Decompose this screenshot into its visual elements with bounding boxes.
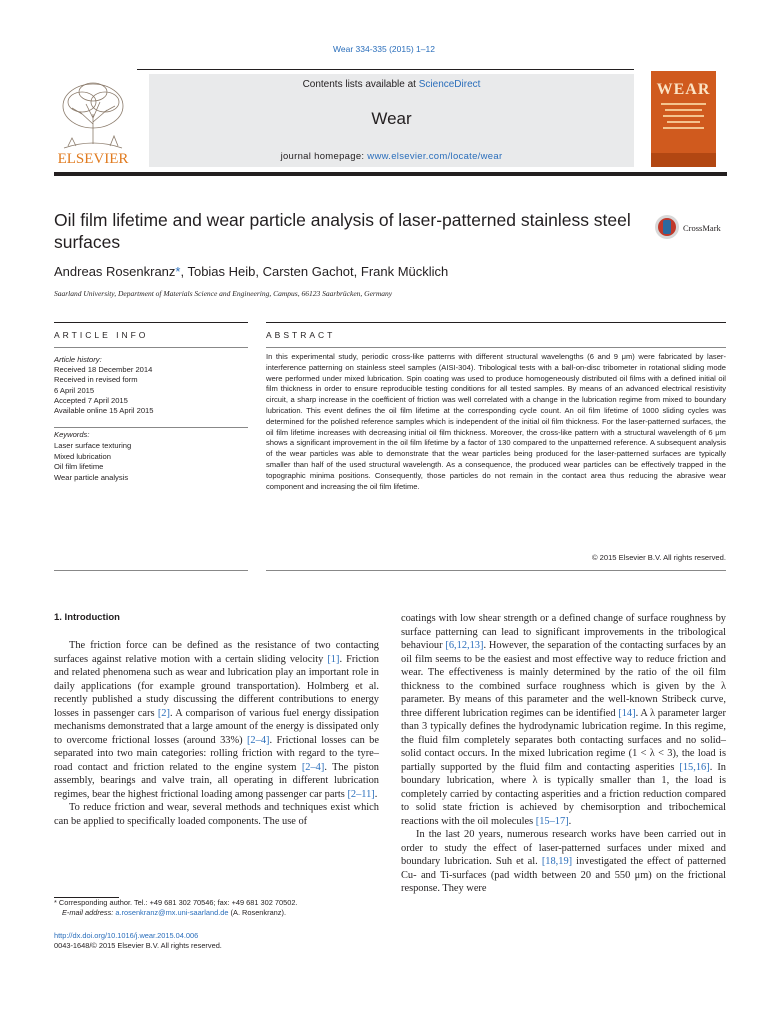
history-item: 6 April 2015 [54, 385, 95, 395]
author-name: Andreas Rosenkranz [54, 264, 176, 279]
journal-cover [651, 71, 716, 167]
elsevier-logo [52, 74, 134, 166]
keyword-item: Wear particle analysis [54, 473, 129, 483]
journal-homepage-link[interactable]: www.elsevier.com/locate/wear [367, 151, 503, 162]
paragraph-text: coatings with low shear strength or a defined change of surface roughness by surface patterning can lead to significant improvements in the tribological behaviour [401, 613, 726, 651]
author-affiliation: Saarland University, Department of Materials Science and Engineering, Campus, 66123 Saarbrücken, Germany [54, 289, 393, 298]
corresponding-author-mark[interactable]: * [175, 264, 181, 279]
info-top-rule [54, 322, 248, 323]
reference-link[interactable]: [2] [157, 707, 170, 719]
reference-link[interactable]: [1] [327, 653, 340, 665]
issn-line: 0043-1648/© 2015 Elsevier B.V. All rights reserved. [54, 941, 222, 951]
cover-title: WEAR [656, 81, 711, 98]
author-names: , Tobias Heib, Carsten Gachot, Frank Mücklich [180, 264, 449, 279]
article-history [54, 355, 249, 416]
paragraph-text: . However, the separation of the contacting surfaces by an oil film seems to be the easiest and most effective way to reduce friction and wear. The effectiveness is mainly determined by the ratio of the oil film thickness to the combined surface roughness which is given by the λ parameter. By means of this parameter and the well-known Stribeck curve, three different lubrication regimes can be identified [401, 640, 726, 719]
reference-link[interactable]: [6,12,13] [445, 640, 484, 651]
paragraph [401, 828, 726, 896]
body-column-left [54, 639, 379, 828]
corresponding-author-note: * Corresponding author. Tel.: +49 681 302 70546; fax: +49 681 302 70502. [54, 898, 298, 907]
reference-link[interactable]: [2–4] [246, 734, 270, 746]
paragraph-text: . [374, 788, 378, 800]
abstract-text: In this experimental study, periodic cross-like patterns with different structural wavelengths (6 and 9 μm) were fabricated by laser-interference patterning on stainless steel samples (AISI-304). Tribological tests with a ball-on-disc tribometer in rotational sliding mode were performed under mixed lubrication. Spin coating was used to produce homogeneously distributed oil films with a defined initial oil film thickness in order to ensure reproducible testing conditions for all tested samples. By means of an advanced electrical resistivity circuit, a sharp increase in the coefficient of friction was well correlated with a change in the lubrication regime from mixed to boundary lubrication. This event defines the oil film lifetime at the corresponding cycle count. An oil film lifetime of 1000 sliding cycles was determined for the polished reference samples which is independent of the initial oil film thickness. For the laser-patterned surfaces, the oil film lifetime increases with decreasing initial oil film thickness. Moreover, the cross-like pattern with a structural wavelength of 6 μm shows a significant improvement in the oil film lifetime by a factor of 130 compared to the unpatterned reference. A subsequent analysis of the wear particles was able to demonstrate that the wear particles being produced for the laser-patterned surfaces are typically smaller than half of the used structural wavelength. As a consequence, the produced wear particles can be effectively trapped in the topographic minima positions. Consequently, those particles do not remain in the contact area thus reducing the abrasive wear component and increasing the oil film lifetime. [266, 352, 726, 491]
email-note: E-mail address: a.rosenkranz@mx.uni-saarland.de (A. Rosenkranz). [62, 908, 287, 918]
journal-citation[interactable]: Wear 334-335 (2015) 1–12 [333, 44, 435, 54]
abstract-top-rule [266, 322, 726, 323]
journal-banner [149, 74, 634, 167]
crossmark-icon [655, 215, 679, 239]
header-thick-rule [54, 172, 727, 176]
keyword-item: Oil film lifetime [54, 462, 104, 472]
abstract-bottom-rule [266, 570, 726, 571]
journal-homepage: journal homepage: www.elsevier.com/locate/wear [280, 151, 503, 162]
paragraph [54, 639, 379, 801]
journal-title: Wear [371, 109, 412, 128]
crossmark-badge[interactable] [655, 213, 735, 241]
reference-link[interactable]: [15–17] [535, 815, 569, 827]
history-label: Article history: [54, 355, 102, 364]
paragraph-text: . The piston assembly, bearings and valve train, all operating in different lubrication regimes, bear the highest frictional loading among passenger car parts [54, 761, 379, 800]
paragraph-text: . In boundary lubrication, where λ is typically smaller than 1, the load is completely carried by contacting asperities and a friction reduction compared to solid state friction is achieved by chemisorption and tribochemical reactions with the oil molecules [401, 761, 726, 827]
paragraph-text: . [568, 815, 572, 827]
reference-link[interactable]: [18,19] [541, 856, 573, 867]
reference-link[interactable]: [2–4] [301, 761, 325, 773]
footnote [54, 898, 384, 919]
section-heading-introduction: 1. Introduction [54, 612, 120, 623]
paragraph [401, 612, 726, 828]
header-rule [137, 69, 634, 70]
paragraph-text: . A comparison of various fuel energy dissipation mechanisms demonstrated that a large amount of the energy is dissipated only to overcome frictional losses (around 33%) [54, 707, 379, 746]
paragraph-text: The friction force can be defined as the resistance of two contacting surfaces against relative motion with a certain sliding velocity [54, 640, 379, 665]
paragraph-text: . A λ parameter larger than 3 typically defines the hydrodynamic lubrication regime. In this regime, the fluid film completely separates both contacting surfaces and no solid–solid contact occurs. In the mixed lubrication regime (1 < λ < 3), the load is partially supported by the fluid film and contacting asperities [401, 707, 727, 773]
keyword-item: Mixed lubrication [54, 451, 111, 461]
abstract-copyright: © 2015 Elsevier B.V. All rights reserved. [591, 553, 726, 562]
paragraph: To reduce friction and wear, several methods and techniques exist which can be applied to specifically loaded components. The use of [54, 802, 379, 827]
reference-link[interactable]: [2–11] [347, 788, 375, 800]
abstract-sub-rule [266, 347, 726, 348]
article-title: Oil film lifetime and wear particle analysis of laser-patterned stainless steel surfaces [54, 210, 631, 252]
crossmark-label: CrossMark [683, 223, 721, 233]
info-separator [54, 427, 248, 428]
doi-link[interactable]: http://dx.doi.org/10.1016/j.wear.2015.04.006 [54, 931, 199, 940]
abstract-heading: ABSTRACT [266, 330, 336, 340]
info-sub-rule [54, 347, 248, 348]
elsevier-wordmark: ELSEVIER [57, 151, 129, 166]
keyword-item: Laser surface texturing [54, 440, 132, 450]
article-info-heading: ARTICLE INFO [54, 330, 149, 340]
author-list [54, 264, 448, 279]
reference-link[interactable]: [14] [618, 707, 636, 719]
keywords-label: Keywords: [54, 430, 90, 439]
doi-block [54, 931, 384, 952]
history-item: Accepted 7 April 2015 [54, 395, 128, 405]
paragraph-text: In the last 20 years, numerous research works have been carried out in order to study the effect of laser-patterned surfaces under mixed and boundary lubrication. Suh et al. [401, 829, 726, 867]
history-item: Received 18 December 2014 [54, 365, 153, 375]
sciencedirect-link[interactable]: ScienceDirect [418, 79, 481, 90]
elsevier-tree-icon [52, 74, 134, 166]
history-item: Available online 15 April 2015 [54, 406, 154, 416]
info-bottom-rule [54, 570, 248, 571]
paragraph-text: investigated the effect of patterned Cu- and Ti-surfaces (pad width between 20 and 550 μm) on the frictional response. They were [401, 856, 727, 894]
history-item: Received in revised form [54, 375, 138, 385]
paragraph-text: . Frictional losses can be separated into two main categories: rolling friction with regard to the tyre–road contact and friction related to the engine system [54, 734, 379, 773]
cover-decoration-icon [651, 71, 716, 167]
reference-link[interactable]: [15,16] [679, 761, 710, 773]
contents-available: Contents lists available at ScienceDirect [302, 79, 481, 90]
email-link[interactable]: a.rosenkranz@mx.uni-saarland.de [115, 908, 229, 918]
body-column-right [401, 612, 726, 896]
paragraph-text: . Friction and related phenomena such as wear and lubrication play an important role in daily applications (for example ground transportation). Holmberg et al. recently published a study discussing the different contributions to energy losses in passenger cars [54, 653, 379, 719]
keywords [54, 430, 249, 484]
